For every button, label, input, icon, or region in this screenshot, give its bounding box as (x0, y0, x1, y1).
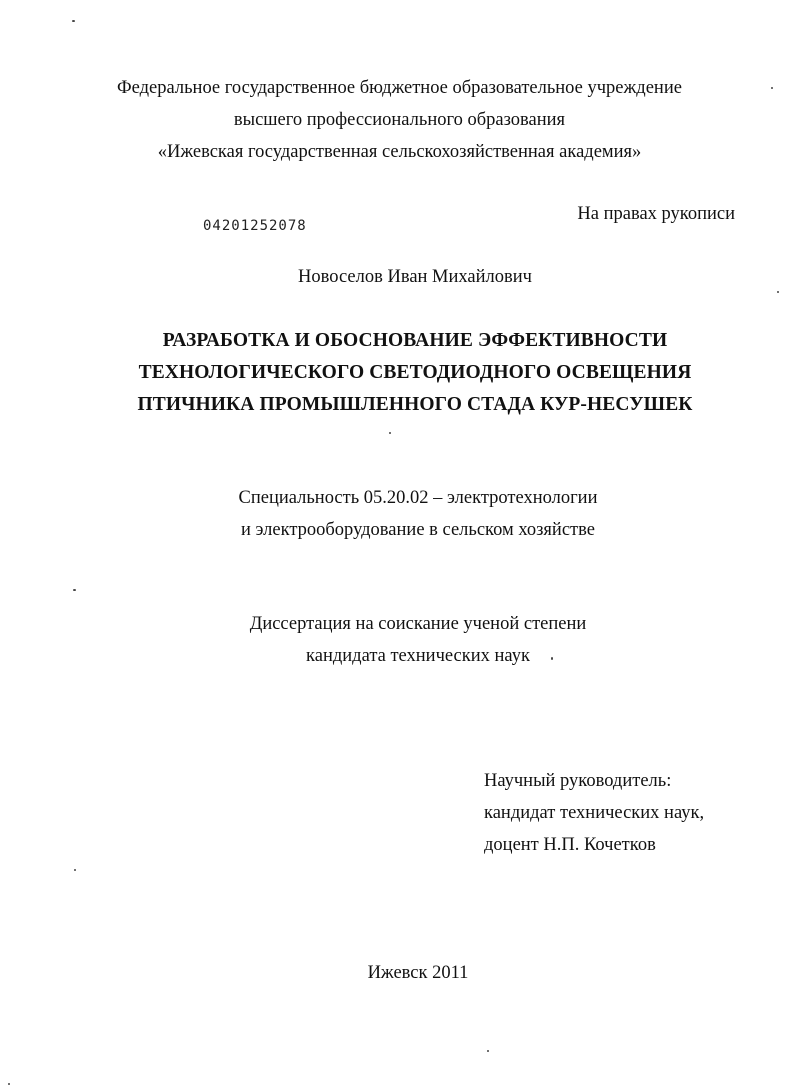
supervisor-line-3: доцент Н.П. Кочетков (484, 835, 656, 855)
scan-speck (551, 657, 553, 660)
registry-number: 04201252078 (203, 218, 307, 234)
title-line-1: РАЗРАБОТКА И ОБОСНОВАНИЕ ЭФФЕКТИВНОСТИ (162, 330, 668, 351)
scan-speck (771, 87, 773, 89)
scan-speck (73, 589, 76, 591)
author-name: Новоселов Иван Михайлович (298, 267, 532, 287)
scan-speck (72, 20, 75, 22)
scan-speck (389, 432, 391, 434)
supervisor-line-1: Научный руководитель: (484, 771, 672, 791)
title-line-3: ПТИЧНИКА ПРОМЫШЛЕННОГО СТАДА КУР-НЕСУШЕК (137, 394, 693, 415)
degree-line-2: кандидата технических наук (306, 646, 530, 666)
scan-speck (487, 1050, 489, 1052)
specialty-line-1: Специальность 05.20.02 – электротехнологии (238, 488, 598, 508)
scan-speck (8, 1083, 10, 1085)
institution-line-2: высшего профессионального образования (233, 110, 566, 130)
title-line-2: ТЕХНОЛОГИЧЕСКОГО СВЕТОДИОДНОГО ОСВЕЩЕНИЯ (138, 362, 692, 383)
city-year: Ижевск 2011 (367, 963, 469, 983)
degree-line-1: Диссертация на соискание ученой степени (249, 614, 587, 634)
manuscript-note: На правах рукописи (577, 204, 735, 224)
institution-line-1: Федеральное государственное бюджетное образовательное учреждение (117, 78, 682, 98)
scan-speck (777, 291, 779, 293)
supervisor-line-2: кандидат технических наук, (484, 803, 705, 823)
scan-speck (74, 869, 76, 871)
specialty-line-2: и электрооборудование в сельском хозяйстве (241, 520, 595, 540)
institution-line-3: «Ижевская государственная сельскохозяйственная академия» (157, 142, 642, 162)
